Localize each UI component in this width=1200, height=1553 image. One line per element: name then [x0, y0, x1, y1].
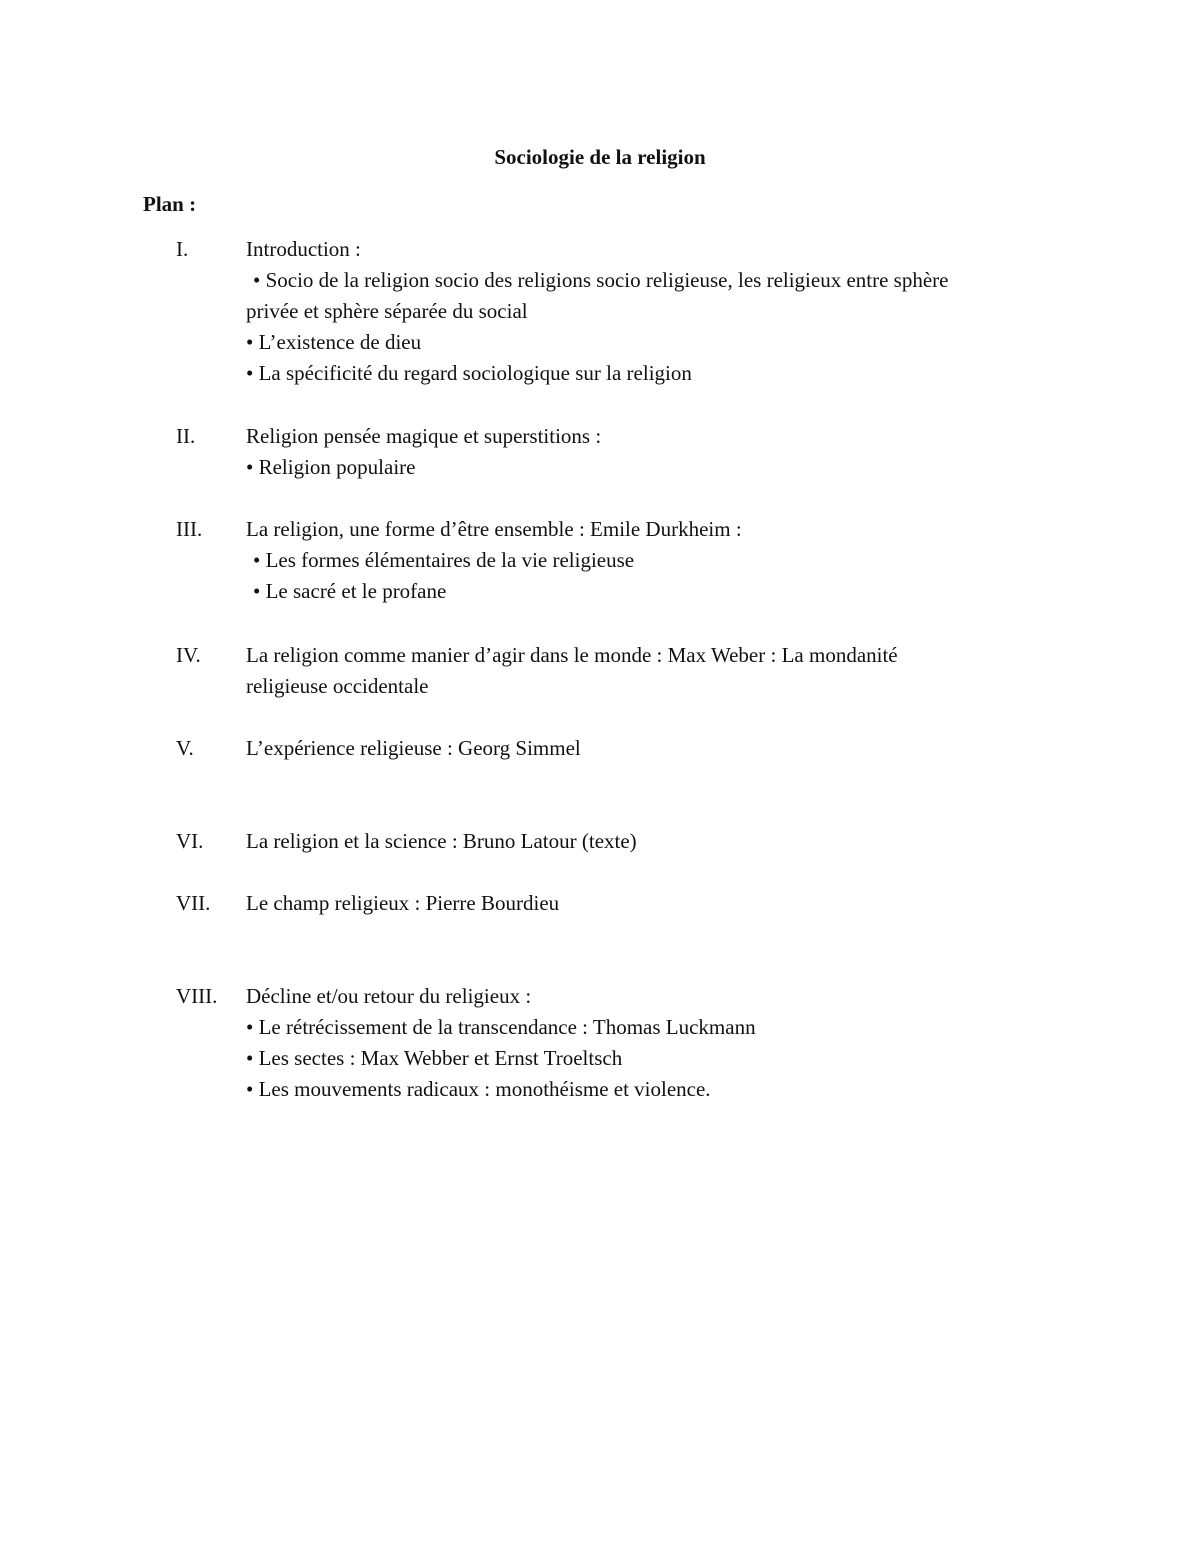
section-line: • Les formes élémentaires de la vie religieuse — [253, 548, 635, 572]
section-heading: L’expérience religieuse : Georg Simmel — [246, 736, 581, 760]
section-heading: La religion, une forme d’être ensemble : Emile Durkheim : — [246, 517, 742, 541]
section-numeral: III. — [176, 517, 203, 541]
section-heading: Introduction : — [246, 237, 361, 261]
section-heading: Décline et/ou retour du religieux : — [246, 984, 532, 1008]
section-line: • L’existence de dieu — [246, 330, 422, 354]
section-numeral: V. — [176, 736, 194, 760]
section-line: • Les mouvements radicaux : monothéisme et violence. — [246, 1077, 711, 1101]
section-line: • Socio de la religion socio des religions socio religieuse, les religieux entre sphère — [253, 268, 949, 292]
section-numeral: I. — [176, 237, 189, 261]
section-line: • Religion populaire — [246, 455, 416, 479]
section-line: religieuse occidentale — [246, 674, 429, 698]
section-numeral: VII. — [176, 891, 211, 915]
section-line: • Le sacré et le profane — [253, 579, 447, 603]
section-heading: La religion et la science : Bruno Latour (texte) — [246, 829, 637, 853]
section-numeral: VI. — [176, 829, 204, 853]
section-line: • La spécificité du regard sociologique sur la religion — [246, 361, 692, 385]
section-numeral: VIII. — [176, 984, 218, 1008]
section-line: • Le rétrécissement de la transcendance : Thomas Luckmann — [246, 1015, 756, 1039]
section-line: privée et sphère séparée du social — [246, 299, 528, 323]
section-numeral: II. — [176, 424, 196, 448]
section-heading: La religion comme manier d’agir dans le monde : Max Weber : La mondanité — [246, 643, 898, 667]
section-numeral: IV. — [176, 643, 201, 667]
section-line: • Les sectes : Max Webber et Ernst Troeltsch — [246, 1046, 623, 1070]
plan-label: Plan : — [143, 192, 197, 216]
document-title: Sociologie de la religion — [494, 145, 706, 169]
section-heading: Religion pensée magique et superstitions : — [246, 424, 602, 448]
section-heading: Le champ religieux : Pierre Bourdieu — [246, 891, 560, 915]
